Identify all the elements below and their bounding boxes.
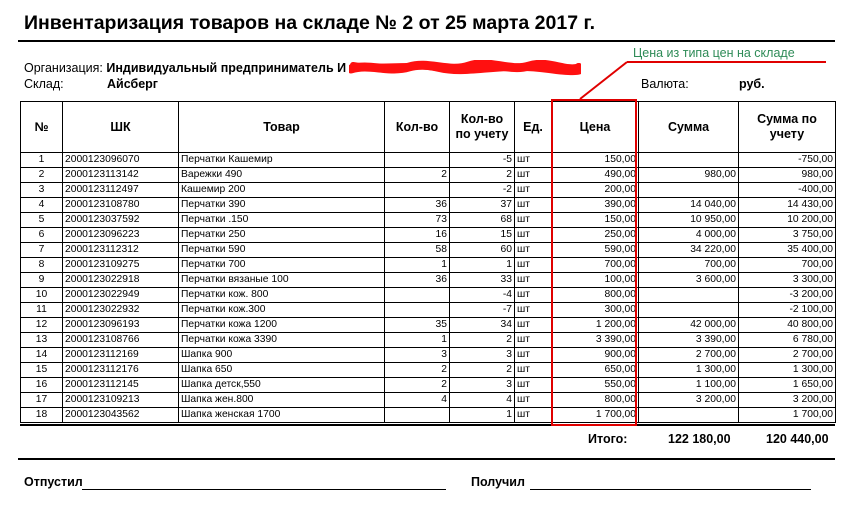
cell-acc-sum: 700,00 <box>739 258 836 273</box>
cell-sum: 2 700,00 <box>639 348 739 363</box>
cell-sum: 4 000,00 <box>639 228 739 243</box>
cell-acc-sum: 1 700,00 <box>739 408 836 423</box>
cell-sku: 2000123096070 <box>63 153 179 168</box>
cell-sum: 700,00 <box>639 258 739 273</box>
table-bottom-rule <box>20 424 835 426</box>
cell-sum: 1 300,00 <box>639 363 739 378</box>
signature-divider <box>18 458 835 460</box>
organization-row <box>24 61 346 75</box>
cell-name: Шапка жен.800 <box>179 393 385 408</box>
cell-acc-sum: 35 400,00 <box>739 243 836 258</box>
col-price: Цена <box>552 102 639 153</box>
cell-sku: 2000123112145 <box>63 378 179 393</box>
cell-name: Перчатки кож. 800 <box>179 288 385 303</box>
cell-acc-sum: 2 700,00 <box>739 348 836 363</box>
cell-sum: 3 600,00 <box>639 273 739 288</box>
cell-acc: 68 <box>450 213 515 228</box>
cell-price: 100,00 <box>552 273 639 288</box>
table-row <box>21 333 836 348</box>
warehouse-label: Склад: <box>24 77 64 91</box>
table-row <box>21 348 836 363</box>
cell-unit: шт <box>515 273 552 288</box>
cell-sku: 2000123022949 <box>63 288 179 303</box>
table-row <box>21 393 836 408</box>
cell-n: 10 <box>21 288 63 303</box>
inventory-table <box>20 101 836 423</box>
organization-value: Индивидуальный предприниматель И <box>106 61 347 75</box>
cell-sku: 2000123112497 <box>63 183 179 198</box>
table-row <box>21 363 836 378</box>
cell-unit: шт <box>515 228 552 243</box>
cell-sku: 2000123037592 <box>63 213 179 228</box>
cell-sum: 1 100,00 <box>639 378 739 393</box>
table-row <box>21 228 836 243</box>
cell-qty: 2 <box>385 378 450 393</box>
cell-acc-sum: 1 300,00 <box>739 363 836 378</box>
received-by-label: Получил <box>471 475 525 489</box>
cell-price: 390,00 <box>552 198 639 213</box>
cell-acc-sum: 14 430,00 <box>739 198 836 213</box>
cell-unit: шт <box>515 288 552 303</box>
cell-name: Кашемир 200 <box>179 183 385 198</box>
cell-sum <box>639 408 739 423</box>
cell-qty: 16 <box>385 228 450 243</box>
cell-unit: шт <box>515 318 552 333</box>
cell-sku: 2000123096223 <box>63 228 179 243</box>
cell-acc-sum: 40 800,00 <box>739 318 836 333</box>
cell-acc-sum: 3 750,00 <box>739 228 836 243</box>
cell-price: 490,00 <box>552 168 639 183</box>
cell-acc: 1 <box>450 258 515 273</box>
cell-price: 590,00 <box>552 243 639 258</box>
table-row <box>21 198 836 213</box>
cell-price: 300,00 <box>552 303 639 318</box>
cell-n: 14 <box>21 348 63 363</box>
col-quantity-accounted: Кол-во по учету <box>450 102 515 153</box>
table-row <box>21 183 836 198</box>
currency-label: Валюта: <box>641 77 689 91</box>
cell-n: 4 <box>21 198 63 213</box>
cell-price: 1 700,00 <box>552 408 639 423</box>
cell-qty <box>385 408 450 423</box>
cell-price: 150,00 <box>552 153 639 168</box>
cell-acc: -7 <box>450 303 515 318</box>
table-row <box>21 153 836 168</box>
col-unit: Ед. <box>515 102 552 153</box>
cell-qty: 1 <box>385 333 450 348</box>
cell-acc: -5 <box>450 153 515 168</box>
redaction-scribble <box>349 60 581 76</box>
cell-n: 8 <box>21 258 63 273</box>
cell-acc-sum: -750,00 <box>739 153 836 168</box>
cell-sum: 3 200,00 <box>639 393 739 408</box>
cell-sum: 3 390,00 <box>639 333 739 348</box>
cell-acc: 2 <box>450 168 515 183</box>
cell-n: 16 <box>21 378 63 393</box>
totals-label: Итого: <box>588 432 628 446</box>
cell-qty: 2 <box>385 168 450 183</box>
cell-qty <box>385 153 450 168</box>
cell-sku: 2000123022932 <box>63 303 179 318</box>
cell-sum: 980,00 <box>639 168 739 183</box>
col-sum-accounted: Сумма по учету <box>739 102 836 153</box>
cell-unit: шт <box>515 153 552 168</box>
cell-name: Варежки 490 <box>179 168 385 183</box>
totals-sum-accounted: 120 440,00 <box>766 432 829 446</box>
cell-qty <box>385 183 450 198</box>
cell-n: 3 <box>21 183 63 198</box>
cell-price: 800,00 <box>552 393 639 408</box>
cell-unit: шт <box>515 303 552 318</box>
cell-qty <box>385 303 450 318</box>
cell-price: 1 200,00 <box>552 318 639 333</box>
cell-unit: шт <box>515 213 552 228</box>
cell-name: Перчатки вязаные 100 <box>179 273 385 288</box>
cell-n: 1 <box>21 153 63 168</box>
cell-name: Шапка 650 <box>179 363 385 378</box>
cell-acc: 33 <box>450 273 515 288</box>
table-row <box>21 213 836 228</box>
table-row <box>21 288 836 303</box>
cell-unit: шт <box>515 258 552 273</box>
table-row <box>21 318 836 333</box>
cell-acc: 34 <box>450 318 515 333</box>
cell-price: 800,00 <box>552 288 639 303</box>
cell-sku: 2000123112176 <box>63 363 179 378</box>
table-row <box>21 243 836 258</box>
cell-qty: 4 <box>385 393 450 408</box>
cell-acc-sum: 980,00 <box>739 168 836 183</box>
cell-n: 5 <box>21 213 63 228</box>
released-by-line <box>82 489 446 490</box>
cell-acc-sum: 1 650,00 <box>739 378 836 393</box>
cell-qty <box>385 288 450 303</box>
cell-qty: 1 <box>385 258 450 273</box>
cell-name: Перчатки 590 <box>179 243 385 258</box>
cell-price: 200,00 <box>552 183 639 198</box>
cell-acc: -2 <box>450 183 515 198</box>
cell-acc: 60 <box>450 243 515 258</box>
cell-price: 550,00 <box>552 378 639 393</box>
cell-qty: 58 <box>385 243 450 258</box>
cell-name: Перчатки кожа 1200 <box>179 318 385 333</box>
cell-sku: 2000123109275 <box>63 258 179 273</box>
cell-sum <box>639 153 739 168</box>
cell-name: Перчатки кож.300 <box>179 303 385 318</box>
cell-acc: 3 <box>450 378 515 393</box>
document-title: Инвентаризация товаров на складе № 2 от 25 марта 2017 г. <box>24 12 596 34</box>
cell-qty: 73 <box>385 213 450 228</box>
cell-name: Перчатки кожа 3390 <box>179 333 385 348</box>
col-sum: Сумма <box>639 102 739 153</box>
col-number: № <box>21 102 63 153</box>
cell-name: Перчатки 250 <box>179 228 385 243</box>
cell-n: 15 <box>21 363 63 378</box>
cell-acc: 15 <box>450 228 515 243</box>
cell-qty: 3 <box>385 348 450 363</box>
cell-sku: 2000123108766 <box>63 333 179 348</box>
table-header-row <box>21 102 836 153</box>
cell-sku: 2000123043562 <box>63 408 179 423</box>
cell-sku: 2000123022918 <box>63 273 179 288</box>
cell-price: 250,00 <box>552 228 639 243</box>
cell-n: 18 <box>21 408 63 423</box>
cell-sum <box>639 183 739 198</box>
annotation-pointer <box>580 62 627 99</box>
cell-n: 17 <box>21 393 63 408</box>
cell-sku: 2000123112169 <box>63 348 179 363</box>
table-row <box>21 273 836 288</box>
cell-n: 13 <box>21 333 63 348</box>
cell-name: Шапка детск,550 <box>179 378 385 393</box>
cell-acc-sum: -400,00 <box>739 183 836 198</box>
table-row <box>21 258 836 273</box>
cell-price: 150,00 <box>552 213 639 228</box>
cell-name: Шапка женская 1700 <box>179 408 385 423</box>
cell-acc-sum: 10 200,00 <box>739 213 836 228</box>
cell-acc-sum: -2 100,00 <box>739 303 836 318</box>
cell-unit: шт <box>515 393 552 408</box>
cell-unit: шт <box>515 348 552 363</box>
price-column-highlight <box>551 99 637 426</box>
cell-qty: 35 <box>385 318 450 333</box>
cell-acc: 1 <box>450 408 515 423</box>
cell-acc-sum: 6 780,00 <box>739 333 836 348</box>
cell-unit: шт <box>515 363 552 378</box>
cell-sku: 2000123113142 <box>63 168 179 183</box>
cell-qty: 36 <box>385 198 450 213</box>
cell-sku: 2000123112312 <box>63 243 179 258</box>
currency-value: руб. <box>739 77 765 91</box>
cell-name: Перчатки Кашемир <box>179 153 385 168</box>
cell-qty: 2 <box>385 363 450 378</box>
table-row <box>21 408 836 423</box>
cell-unit: шт <box>515 183 552 198</box>
cell-price: 650,00 <box>552 363 639 378</box>
cell-acc: 2 <box>450 333 515 348</box>
cell-n: 7 <box>21 243 63 258</box>
cell-acc: 2 <box>450 363 515 378</box>
col-barcode: ШК <box>63 102 179 153</box>
cell-sum <box>639 288 739 303</box>
cell-unit: шт <box>515 408 552 423</box>
cell-acc-sum: 3 200,00 <box>739 393 836 408</box>
cell-sum: 14 040,00 <box>639 198 739 213</box>
cell-sku: 2000123096193 <box>63 318 179 333</box>
received-by-line <box>530 489 811 490</box>
annotation-label: Цена из типа цен на складе <box>633 46 795 60</box>
table-row <box>21 378 836 393</box>
cell-qty: 36 <box>385 273 450 288</box>
cell-unit: шт <box>515 378 552 393</box>
released-by-label: Отпустил <box>24 475 83 489</box>
cell-price: 700,00 <box>552 258 639 273</box>
cell-price: 900,00 <box>552 348 639 363</box>
cell-name: Перчатки 390 <box>179 198 385 213</box>
cell-n: 6 <box>21 228 63 243</box>
col-quantity: Кол-во <box>385 102 450 153</box>
cell-sum: 10 950,00 <box>639 213 739 228</box>
cell-acc: 4 <box>450 393 515 408</box>
cell-sum: 42 000,00 <box>639 318 739 333</box>
cell-sku: 2000123108780 <box>63 198 179 213</box>
table-row <box>21 303 836 318</box>
organization-label: Организация: <box>24 61 103 75</box>
cell-unit: шт <box>515 243 552 258</box>
totals-sum: 122 180,00 <box>668 432 731 446</box>
cell-n: 11 <box>21 303 63 318</box>
cell-name: Шапка 900 <box>179 348 385 363</box>
cell-sum <box>639 303 739 318</box>
cell-acc: 37 <box>450 198 515 213</box>
cell-unit: шт <box>515 168 552 183</box>
cell-sum: 34 220,00 <box>639 243 739 258</box>
cell-name: Перчатки .150 <box>179 213 385 228</box>
cell-n: 2 <box>21 168 63 183</box>
cell-acc-sum: -3 200,00 <box>739 288 836 303</box>
cell-name: Перчатки 700 <box>179 258 385 273</box>
cell-price: 3 390,00 <box>552 333 639 348</box>
cell-acc-sum: 3 300,00 <box>739 273 836 288</box>
col-product: Товар <box>179 102 385 153</box>
cell-unit: шт <box>515 333 552 348</box>
cell-unit: шт <box>515 198 552 213</box>
cell-n: 9 <box>21 273 63 288</box>
table-row <box>21 168 836 183</box>
cell-acc: -4 <box>450 288 515 303</box>
title-divider <box>18 40 835 42</box>
warehouse-value: Айсберг <box>107 77 159 91</box>
cell-sku: 2000123109213 <box>63 393 179 408</box>
cell-n: 12 <box>21 318 63 333</box>
cell-acc: 3 <box>450 348 515 363</box>
